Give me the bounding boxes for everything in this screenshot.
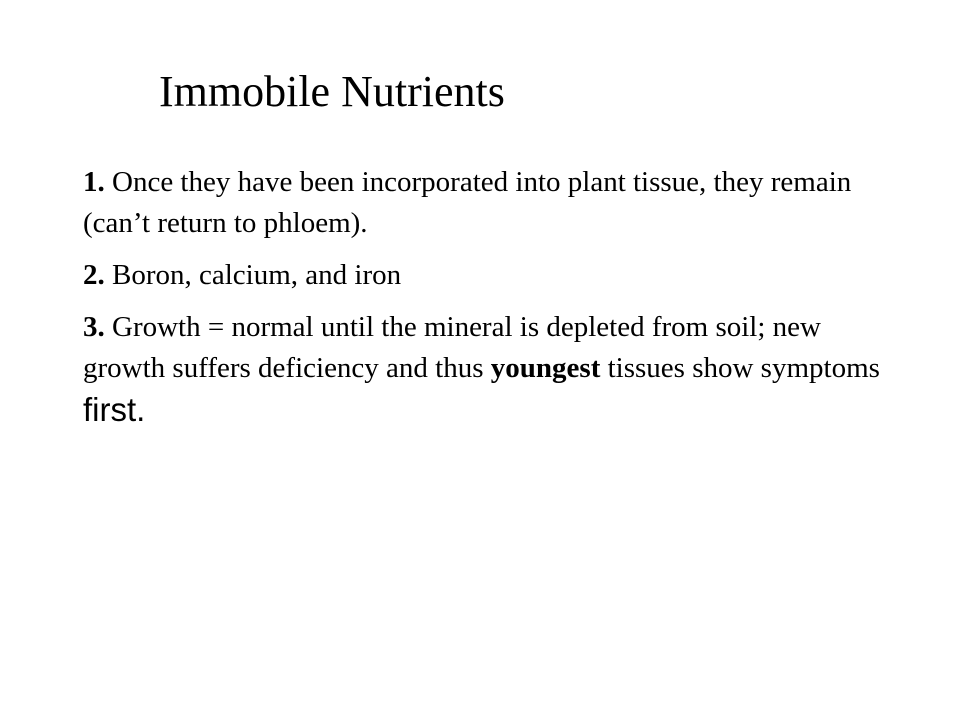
item-2-text: Boron, calcium, and iron <box>104 259 402 291</box>
item-3-bold-word: youngest <box>490 352 601 384</box>
list-item-1 <box>83 162 883 244</box>
slide-title: Immobile Nutrients <box>159 67 505 116</box>
item-3-emphasis-word: first <box>83 391 137 428</box>
item-1-text: Once they have been incorporated into plant tissue, they remain (can’t return to phloem). <box>83 166 852 239</box>
item-3-number: 3. <box>83 311 105 343</box>
item-3-text: Growth = normal until the mineral is depleted from soil; new growth suffers deficiency and thus <box>83 311 821 384</box>
item-2-number: 2. <box>83 259 105 291</box>
slide-body <box>83 162 883 433</box>
item-3-end: . <box>136 391 146 428</box>
item-1-number: 1. <box>83 166 105 198</box>
item-3-text-after: tissues show symptoms <box>600 352 880 384</box>
list-item-3 <box>83 307 883 433</box>
list-item-2 <box>83 255 883 296</box>
